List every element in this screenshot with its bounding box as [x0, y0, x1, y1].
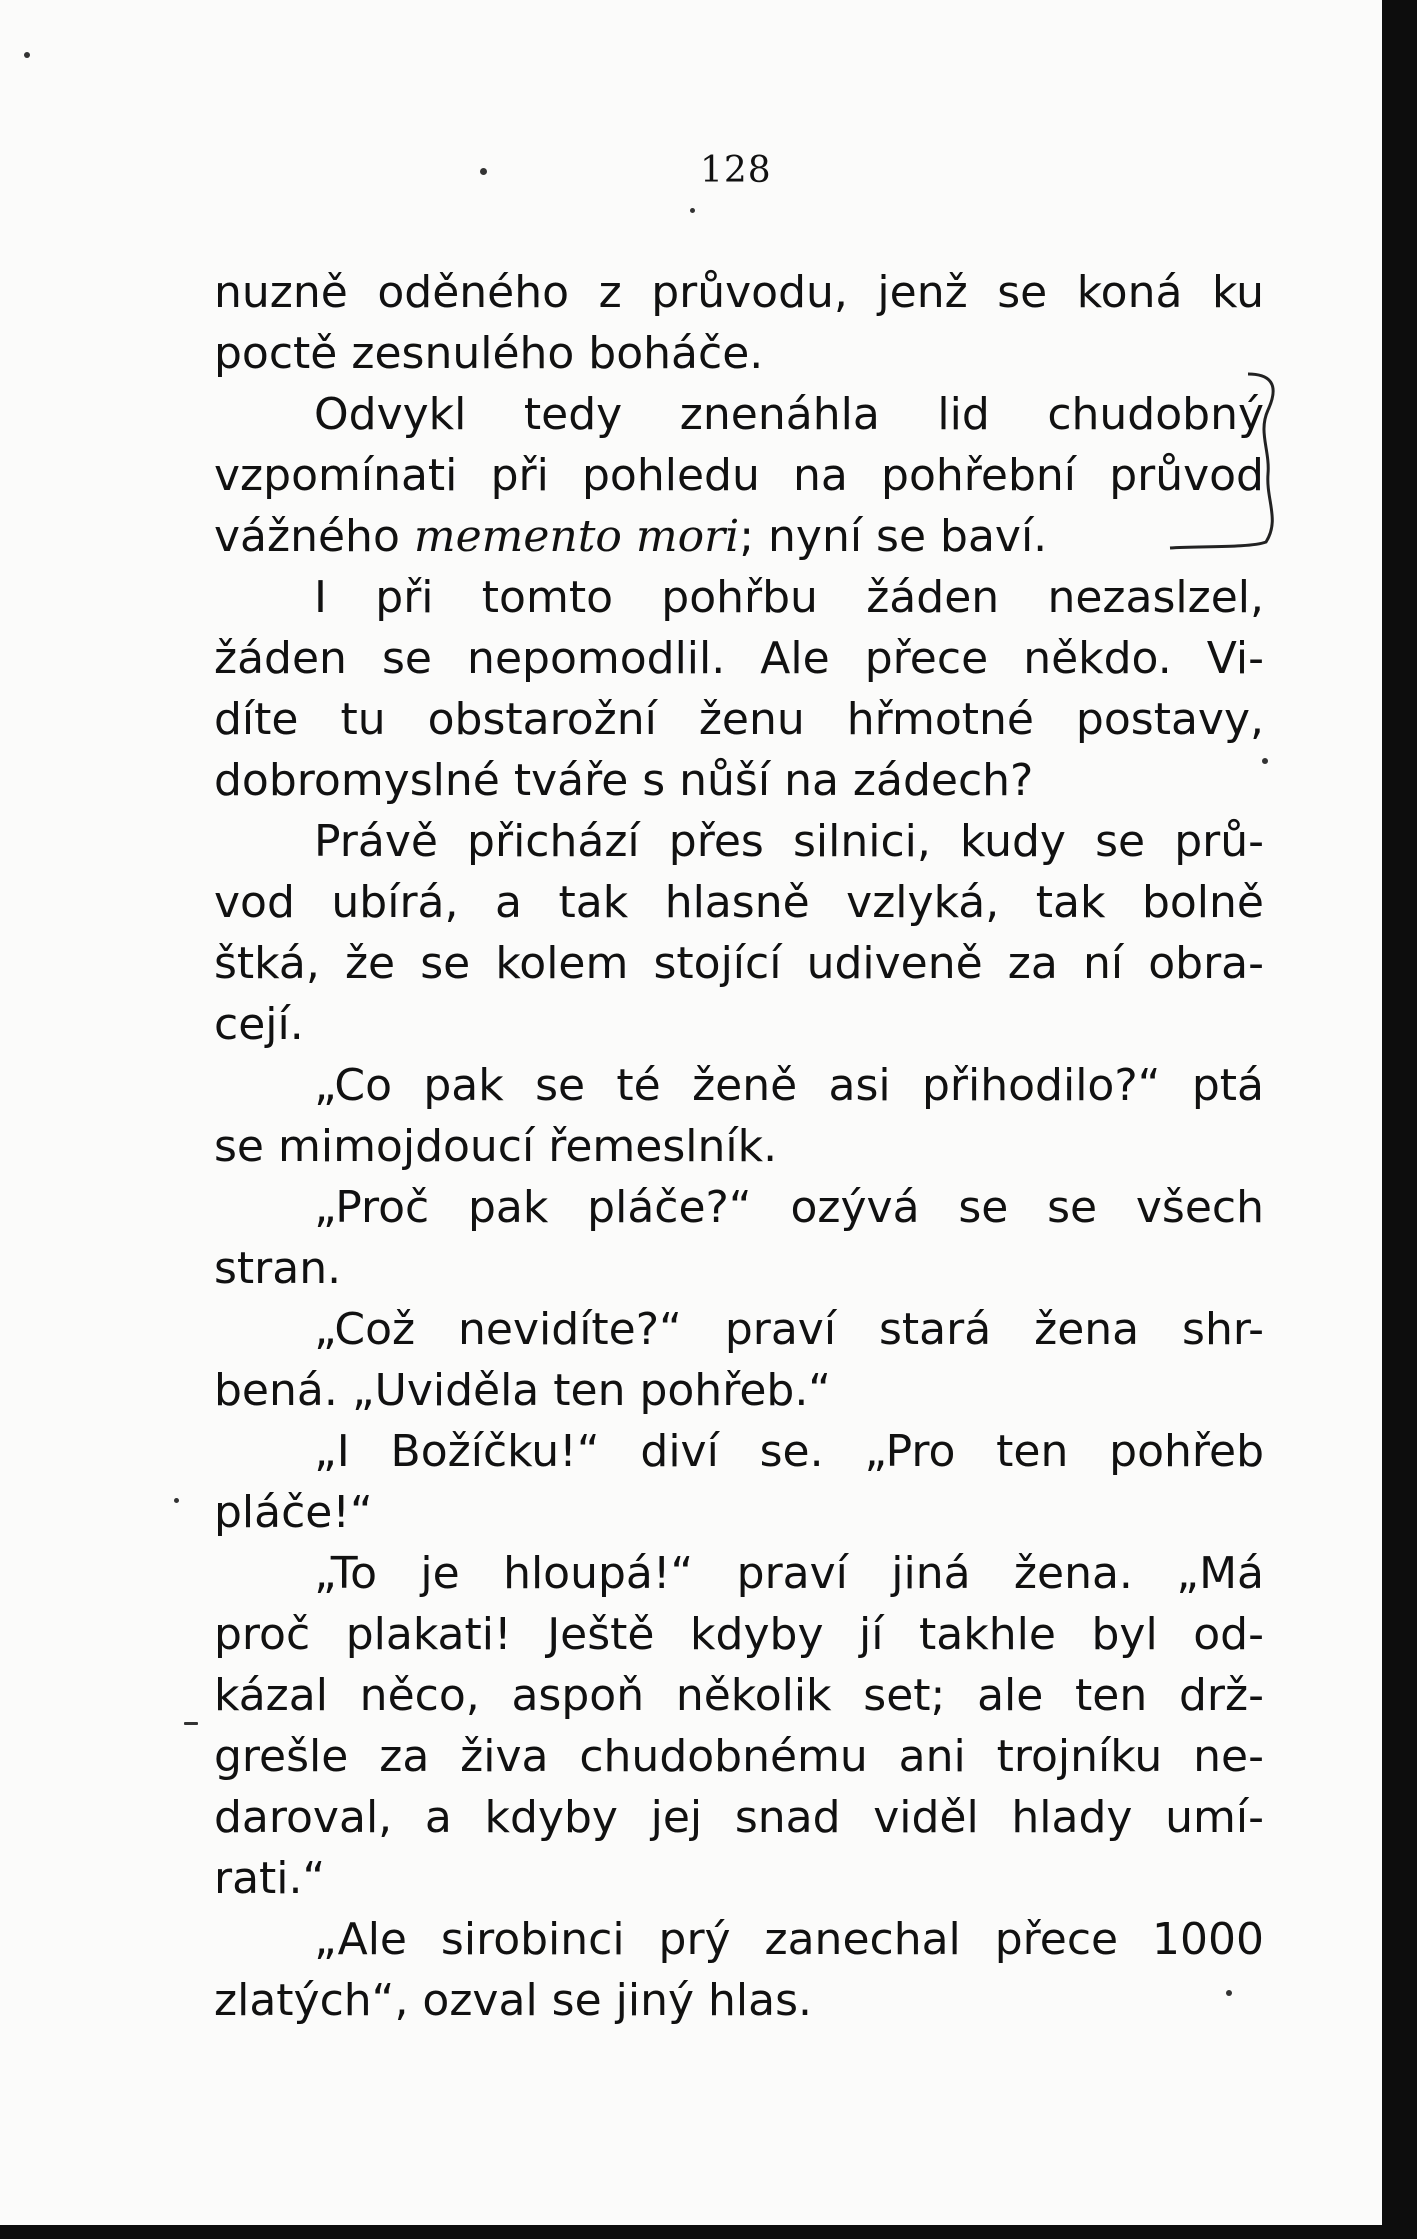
scan-speck: [24, 52, 30, 58]
scan-speck: [1226, 1990, 1232, 1996]
text-line: „Ale sirobinci prý zanechal přece 1000: [314, 1914, 1264, 1965]
page-number: 128: [700, 150, 772, 191]
text-line: „Co pak se té ženě asi přihodilo?“ ptá: [314, 1060, 1264, 1111]
text-line: I při tomto pohřbu žáden nezaslzel,: [314, 572, 1264, 623]
text-line: poctě zesnulého boháče.: [214, 328, 764, 379]
scan-edge-right: [1382, 0, 1417, 2239]
text-line: daroval, a kdyby jej snad viděl hlady umí-: [214, 1792, 1264, 1843]
scan-speck: [184, 1722, 198, 1725]
text-line: cejí.: [214, 999, 304, 1050]
text-line: „I Božíčku!“ diví se. „Pro ten pohřeb: [314, 1426, 1264, 1477]
text-line: kázal něco, aspoň několik set; ale ten drž-: [214, 1670, 1264, 1721]
text-line: „To je hloupá!“ praví jiná žena. „Má: [314, 1548, 1264, 1599]
text-line: proč plakati! Ještě kdyby jí takhle byl od-: [214, 1609, 1264, 1660]
handwritten-bracket-mark: [1130, 370, 1290, 550]
scan-edge-bottom: [0, 2225, 1417, 2239]
scan-speck: [174, 1498, 179, 1503]
text-line: stran.: [214, 1243, 342, 1294]
text-line: rati.“: [214, 1853, 326, 1904]
text-line: žáden se nepomodlil. Ale přece někdo. Vi-: [214, 633, 1264, 684]
text-line: dobromyslné tváře s nůší na zádech?: [214, 755, 1034, 806]
text-line: „Což nevidíte?“ praví stará žena shr-: [314, 1304, 1264, 1355]
scan-speck: [690, 208, 695, 213]
body-text: [214, 262, 1264, 2031]
scan-speck: [480, 168, 487, 175]
text-line: Právě přichází přes silnici, kudy se prů-: [314, 816, 1264, 867]
text-line: štká, že se kolem stojící udiveně za ní obra-: [214, 938, 1264, 989]
text-line-with-italic: [214, 506, 1264, 567]
text-line: díte tu obstarožní ženu hřmotné postavy,: [214, 694, 1264, 745]
text-line: nuzně oděného z průvodu, jenž se koná ku: [214, 267, 1264, 318]
italic-phrase: memento mori: [413, 511, 740, 562]
text-line: „Proč pak pláče?“ ozývá se se všech: [314, 1182, 1264, 1233]
text-segment: vážného: [214, 511, 414, 562]
text-line: Odvykl tedy znenáhla lid chudobný: [314, 389, 1264, 440]
text-line: pláče!“: [214, 1487, 373, 1538]
text-line: vod ubírá, a tak hlasně vzlyká, tak bolně: [214, 877, 1264, 928]
text-segment: ; nyní se baví.: [739, 511, 1048, 562]
text-line: zlatých“, ozval se jiný hlas.: [214, 1975, 812, 2026]
text-line: grešle za živa chudobnému ani trojníku ne-: [214, 1731, 1264, 1782]
text-line: bená. „Uviděla ten pohřeb.“: [214, 1365, 832, 1416]
text-line: se mimojdoucí řemeslník.: [214, 1121, 778, 1172]
text-line: vzpomínati při pohledu na pohřební průvod: [214, 450, 1264, 501]
scan-speck: [1262, 758, 1268, 764]
